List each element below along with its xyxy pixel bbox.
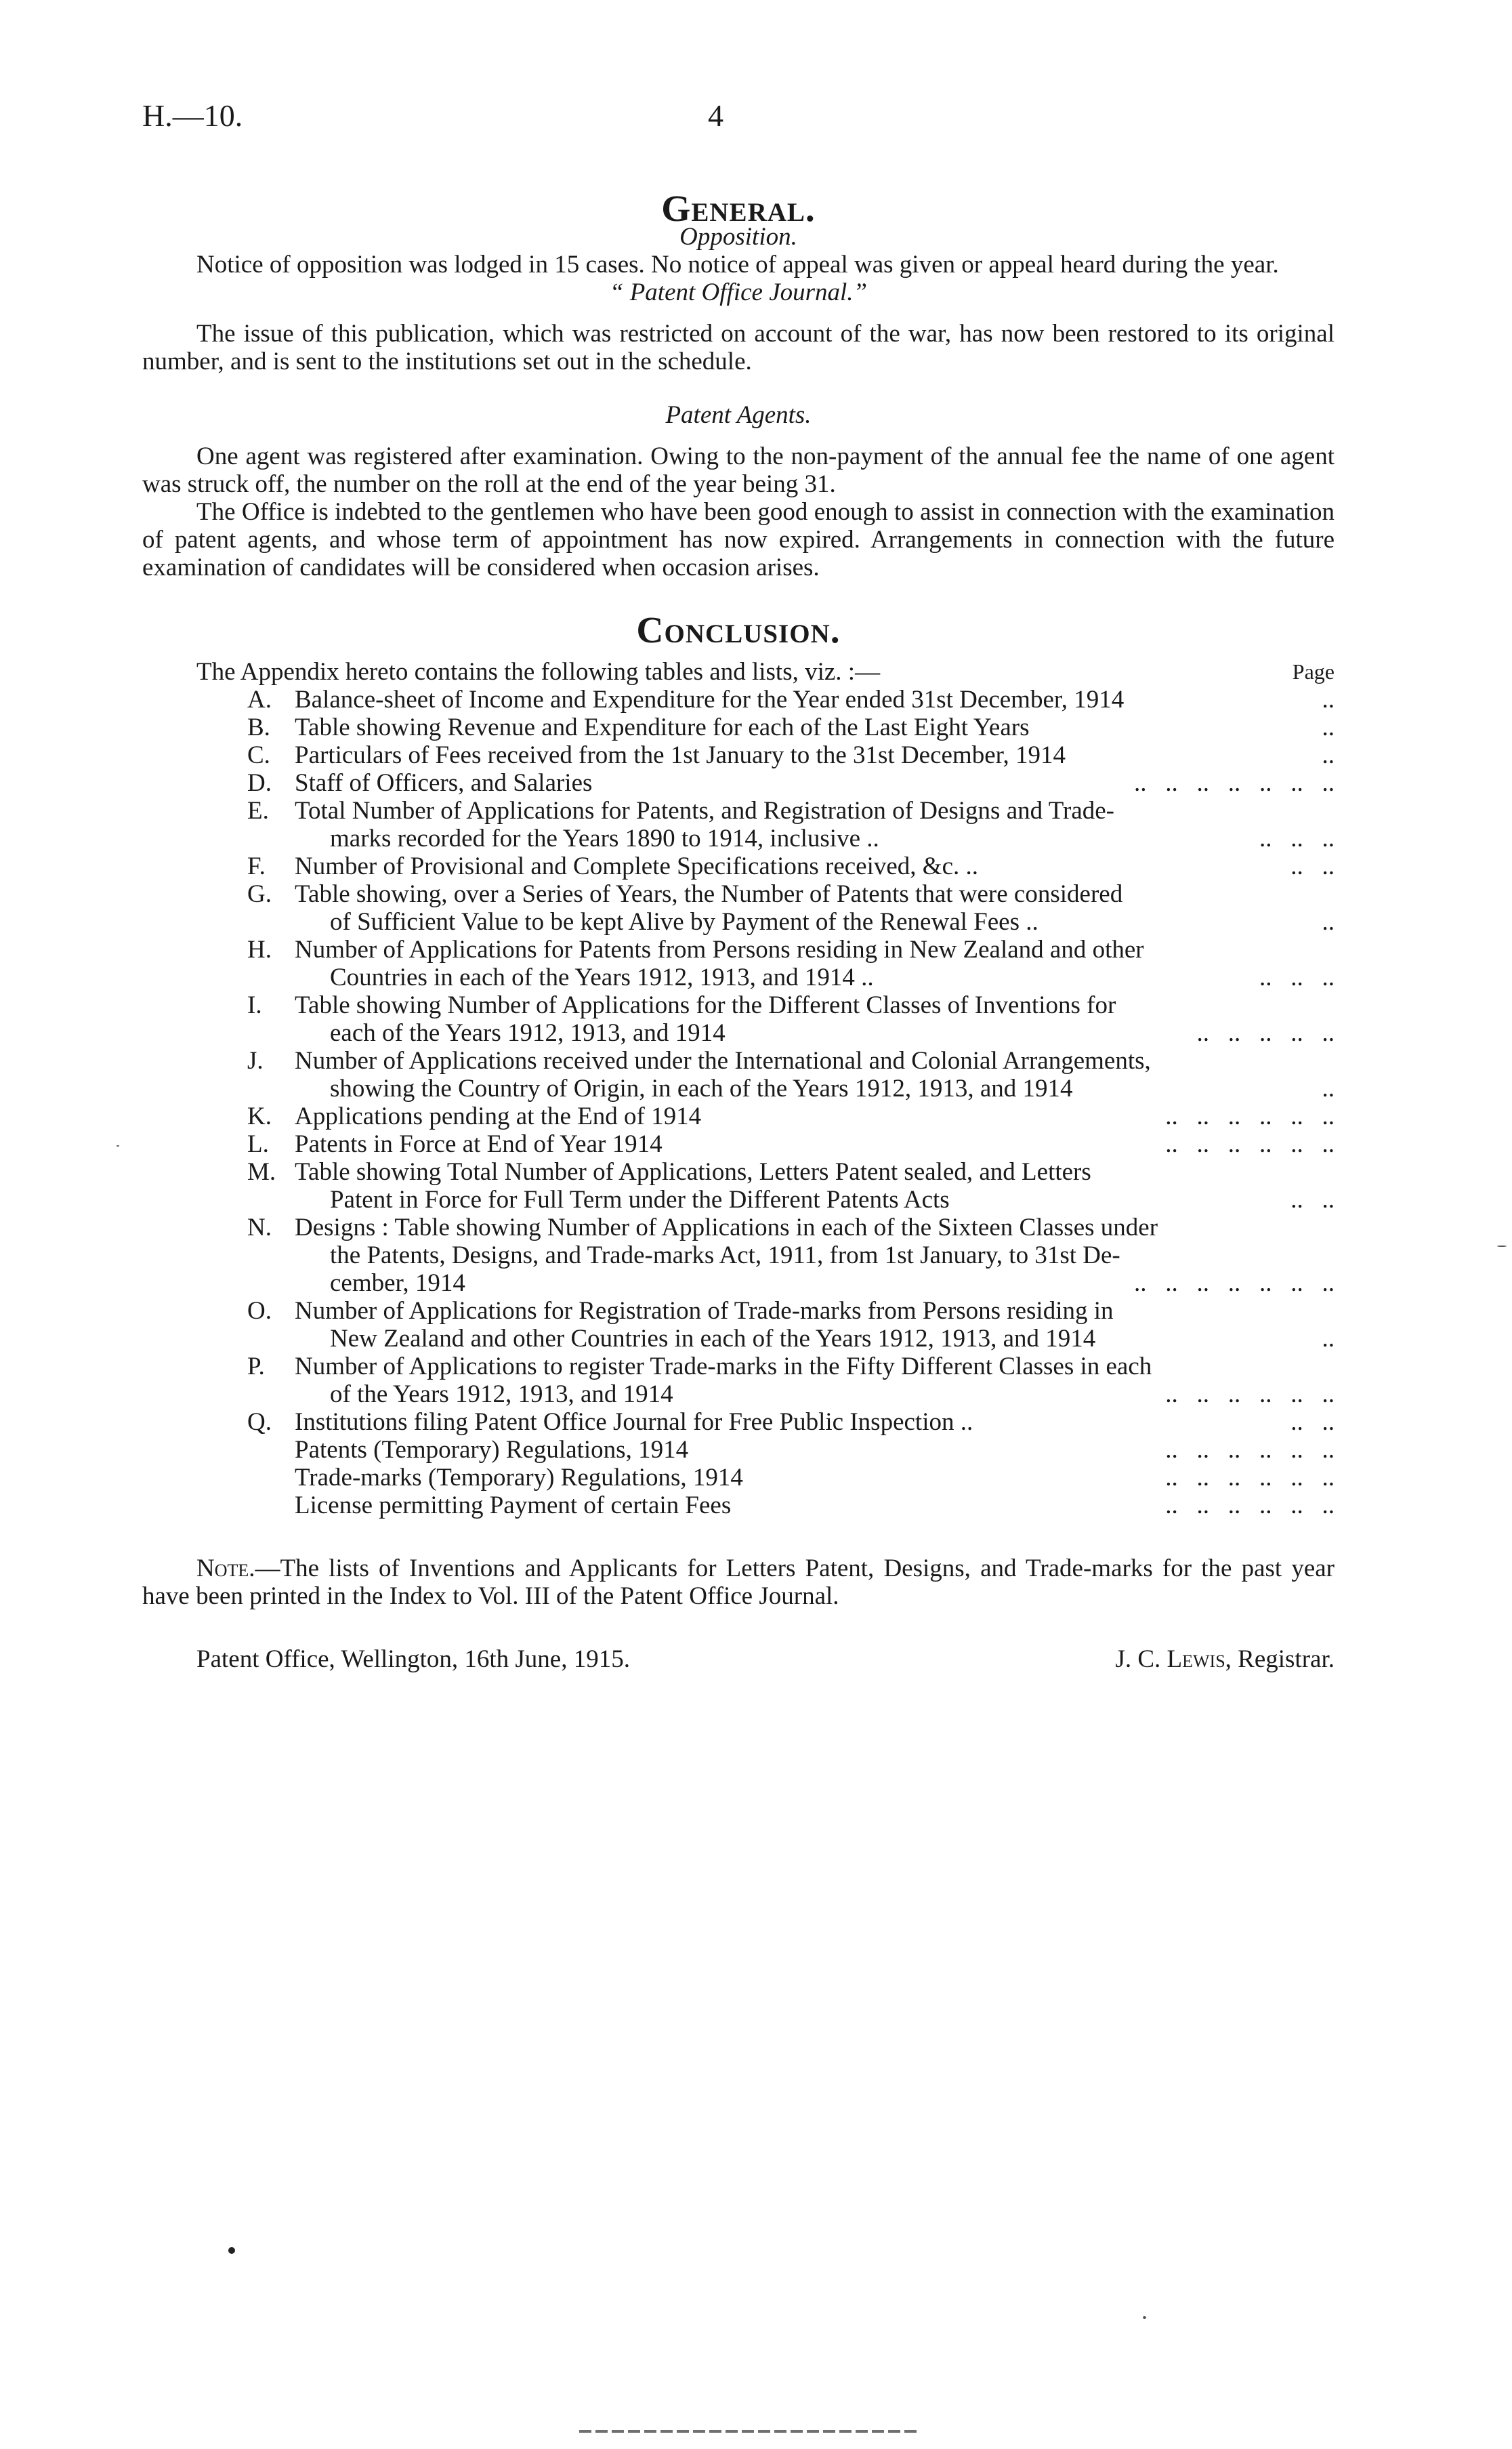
appendix-item (142, 936, 1335, 991)
appendix-item-text: Table showing Total Number of Applications, Letters Patent sealed, and Letters (295, 1158, 1091, 1186)
appendix-item (142, 991, 1335, 1047)
signoff-place-date: Patent Office, Wellington, 16th June, 1915. (196, 1645, 630, 1673)
appendix-item (142, 1214, 1335, 1297)
appendix-item-leader: .. .. .. .. .. .. (1165, 1464, 1335, 1491)
appendix-item-text: Number of Applications for Registration of Trade-marks from Persons residing in (295, 1297, 1114, 1325)
appendix-item-letter: M. (247, 1158, 276, 1186)
appendix-item (142, 686, 1335, 714)
appendix-item-leader: .. .. .. .. .. (1196, 1019, 1335, 1047)
appendix-item-text: Designs : Table showing Number of Applications in each of the Sixteen Classes under (295, 1214, 1158, 1241)
appendix-item (142, 1158, 1335, 1214)
appendix-item (142, 1297, 1335, 1353)
appendix-item-letter: O. (247, 1297, 272, 1325)
appendix-list (142, 686, 1335, 1519)
note-label: Note. (196, 1555, 255, 1582)
appendix-item-letter: N. (247, 1214, 272, 1241)
appendix-item-letter: K. (247, 1103, 272, 1130)
closing-rule (579, 2430, 918, 2433)
appendix-item-text: Number of Applications for Patents from Persons residing in New Zealand and other (295, 936, 1144, 964)
note-text: —The lists of Inventions and Applicants for Letters Patent, Designs, and Trade-marks for the past year have been printed in the Index to Vol. III of the Patent Office Journal. (142, 1555, 1335, 1610)
appendix-item-letter: J. (247, 1047, 264, 1075)
appendix-item-leader: .. (1322, 686, 1335, 714)
appendix-item-continuation: each of the Years 1912, 1913, and 1914 (330, 1019, 726, 1047)
appendix-item-continuation: showing the Country of Origin, in each of the Years 1912, 1913, and 1914 (330, 1075, 1073, 1103)
appendix-item (142, 769, 1335, 797)
appendix-item-text: Patents in Force at End of Year 1914 (295, 1130, 663, 1158)
appendix-intro-text: The Appendix hereto contains the following tables and lists, viz. :— (196, 658, 881, 686)
appendix-item-text: Institutions filing Patent Office Journal for Free Public Inspection .. (295, 1408, 973, 1436)
appendix-item (142, 1130, 1335, 1158)
appendix-item-letter: E. (247, 797, 269, 825)
heading-opposition: Opposition. (679, 223, 797, 251)
appendix-item-letter: B. (247, 714, 270, 741)
scan-speck (1497, 1246, 1507, 1247)
appendix-item-leader: .. (1322, 714, 1335, 741)
appendix-item-continuation: of Sufficient Value to be kept Alive by Payment of the Renewal Fees .. (330, 908, 1038, 936)
appendix-item-text: Number of Provisional and Complete Specifications received, &c. .. (295, 852, 979, 880)
registrar-name: J. C. Lewis (1115, 1645, 1225, 1673)
appendix-item-leader: .. .. (1290, 1408, 1335, 1436)
appendix-item-text: Number of Applications received under the International and Colonial Arrangements, (295, 1047, 1151, 1075)
note-paragraph (142, 1555, 1335, 1610)
appendix-item-continuation: the Patents, Designs, and Trade-marks Act, 1911, from 1st January, to 31st De- (330, 1241, 1120, 1269)
appendix-item (142, 1491, 1335, 1519)
paragraph-agents-1: One agent was registered after examination. Owing to the non-payment of the annual fee the name of one agent was struck off, the number on the roll at the end of the year being 31. (142, 443, 1335, 498)
page-column-label: Page (1292, 659, 1335, 684)
heading-patent-agents: Patent Agents. (665, 401, 812, 429)
appendix-item (142, 1464, 1335, 1491)
appendix-item-leader: .. .. .. .. .. .. (1165, 1130, 1335, 1158)
appendix-item-text: Applications pending at the End of 1914 (295, 1103, 702, 1130)
appendix-item (142, 714, 1335, 741)
appendix-item (142, 880, 1335, 936)
paragraph-agents-2: The Office is indebted to the gentlemen who have been good enough to assist in connection with the examination of patent agents, and whose term of appointment has now expired. Arrangements in connection with the future examination of candidates will be considered when occasion arises. (142, 498, 1335, 581)
appendix-item-text: Total Number of Applications for Patents, and Registration of Designs and Trade- (295, 797, 1114, 825)
appendix-item-text: Staff of Officers, and Salaries (295, 769, 593, 797)
appendix-item-leader: .. .. .. .. .. .. (1165, 1436, 1335, 1464)
appendix-item-text: Balance-sheet of Income and Expenditure for the Year ended 31st December, 1914 (295, 686, 1125, 714)
signoff (142, 1645, 1335, 1676)
paragraph-journal: The issue of this publication, which was restricted on account of the war, has now been restored to its original number, and is sent to the institutions set out in the schedule. (142, 320, 1335, 375)
appendix-item-text: Table showing Number of Applications for the Different Classes of Inventions for (295, 991, 1116, 1019)
appendix-item-leader: .. .. (1290, 1186, 1335, 1214)
appendix-item-leader: .. (1322, 908, 1335, 936)
section-title-conclusion: Conclusion. (636, 610, 841, 651)
appendix-item (142, 1047, 1335, 1103)
document-page (142, 61, 1335, 1676)
page-header (142, 61, 1335, 133)
heading-patent-office-journal: “ Patent Office Journal.” (609, 279, 868, 306)
appendix-item-letter: G. (247, 880, 272, 908)
appendix-item-leader: .. .. (1290, 852, 1335, 880)
appendix-item-continuation: cember, 1914 (330, 1269, 465, 1297)
appendix-item (142, 852, 1335, 880)
appendix-item-leader: .. .. .. (1259, 964, 1335, 991)
appendix-item-continuation: Patent in Force for Full Term under the Different Patents Acts (330, 1186, 950, 1214)
appendix-item (142, 1353, 1335, 1408)
appendix-item-continuation: of the Years 1912, 1913, and 1914 (330, 1380, 673, 1408)
appendix-item (142, 1103, 1335, 1130)
appendix-item-leader: .. .. .. .. .. .. (1165, 1380, 1335, 1408)
document-reference: H.—10. (142, 98, 243, 133)
appendix-item-leader: .. (1322, 1075, 1335, 1103)
appendix-item-letter: I. (247, 991, 262, 1019)
appendix-item-leader: .. .. .. (1259, 825, 1335, 852)
appendix-item-leader: .. .. .. .. .. .. .. (1134, 1269, 1335, 1297)
appendix-item-leader: .. (1322, 1325, 1335, 1353)
scan-speck (117, 1145, 119, 1147)
appendix-item (142, 1436, 1335, 1464)
appendix-item-text: Patents (Temporary) Regulations, 1914 (295, 1436, 689, 1464)
appendix-item (142, 797, 1335, 852)
appendix-item-letter: P. (247, 1353, 265, 1380)
appendix-item-letter: C. (247, 741, 270, 769)
paragraph-opposition: Notice of opposition was lodged in 15 cases. No notice of appeal was given or appeal heard during the year. (196, 251, 1279, 279)
appendix-item-leader: .. .. .. .. .. .. (1165, 1103, 1335, 1130)
appendix-item-continuation: New Zealand and other Countries in each of the Years 1912, 1913, and 1914 (330, 1325, 1096, 1353)
appendix-item (142, 741, 1335, 769)
appendix-item-continuation: Countries in each of the Years 1912, 1913, and 1914 .. (330, 964, 874, 991)
appendix-item-letter: D. (247, 769, 272, 797)
section-title-general: General. (661, 188, 816, 230)
page-number: 4 (708, 98, 723, 133)
appendix-item-leader: .. (1322, 741, 1335, 769)
appendix-item-continuation: marks recorded for the Years 1890 to 1914, inclusive .. (330, 825, 879, 852)
appendix-item-letter: Q. (247, 1408, 272, 1436)
appendix-item-text: Table showing Revenue and Expenditure for each of the Last Eight Years (295, 714, 1030, 741)
appendix-item-letter: F. (247, 852, 266, 880)
stray-mark (228, 2247, 235, 2254)
appendix-item-letter: L. (247, 1130, 269, 1158)
appendix-item-text: Particulars of Fees received from the 1st January to the 31st December, 1914 (295, 741, 1066, 769)
appendix-item-letter: A. (247, 686, 272, 714)
appendix-item-text: Table showing, over a Series of Years, the Number of Patents that were considered (295, 880, 1123, 908)
signoff-signature (1115, 1645, 1335, 1673)
appendix-item-text: Number of Applications to register Trade-marks in the Fifty Different Classes in each (295, 1353, 1152, 1380)
scan-speck (1143, 2316, 1146, 2319)
registrar-role: , Registrar. (1225, 1645, 1335, 1673)
appendix-item-leader: .. .. .. .. .. .. .. (1134, 769, 1335, 797)
appendix-item-letter: H. (247, 936, 272, 964)
appendix-intro (142, 658, 1335, 686)
appendix-item-text: License permitting Payment of certain Fees (295, 1491, 732, 1519)
appendix-item (142, 1408, 1335, 1436)
appendix-item-leader: .. .. .. .. .. .. (1165, 1491, 1335, 1519)
appendix-item-text: Trade-marks (Temporary) Regulations, 1914 (295, 1464, 743, 1491)
